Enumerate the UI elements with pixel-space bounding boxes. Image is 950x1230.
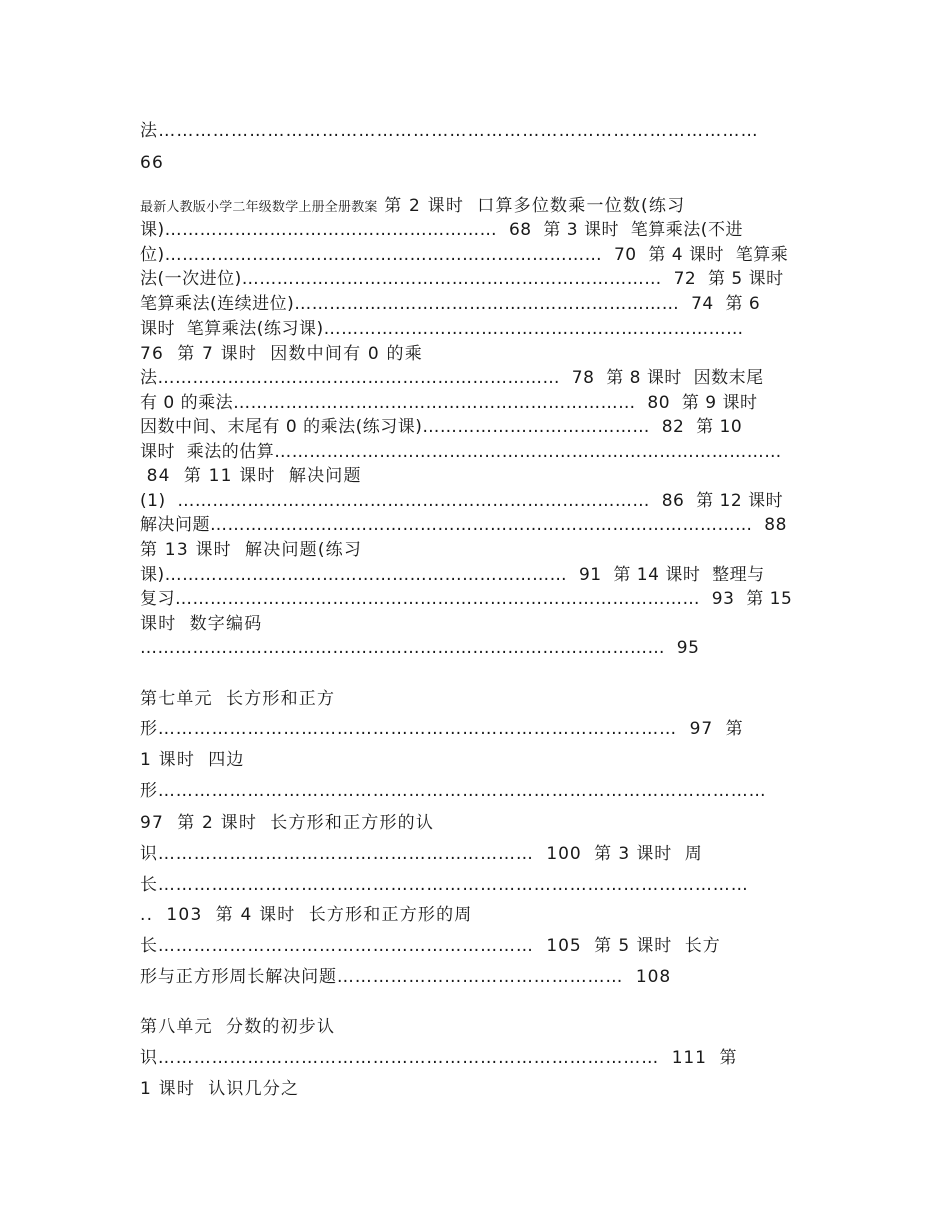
toc-line: 形…………………………………………………………………………… 97 第	[140, 719, 744, 739]
toc-line: 76 第 7 课时 因数中间有 0 的乘	[140, 344, 423, 364]
toc-line: .. 103 第 4 课时 长方形和正方形的周	[140, 905, 473, 925]
toc-line: 有 0 的乘法…………………………………………………………… 80 第 9 课时	[140, 393, 758, 413]
toc-line: 66	[140, 153, 165, 173]
document-header-title: 最新人教版小学二年级数学上册全册教案	[140, 200, 378, 215]
toc-line: 因数中间、末尾有 0 的乘法(练习课)………………………………… 82 第 10	[140, 417, 743, 437]
toc-line: 课时 数字编码	[140, 614, 263, 634]
toc-line: 位)………………………………………………………………… 70 第 4 课时 笔算乘	[140, 245, 789, 265]
toc-line: 课)………………………………………………… 68 第 3 课时 笔算乘法(不进	[140, 220, 743, 240]
toc-line: 1 课时 认识几分之	[140, 1079, 300, 1099]
toc-line-text: 第 2 课时 口算多位数乘一位数(练习	[384, 196, 686, 216]
toc-line: 形…………………………………………………………………………………………	[140, 781, 767, 801]
toc-line: 法…………………………………………………………… 78 第 8 课时 因数末尾	[140, 368, 764, 388]
toc-line: 课)…………………………………………………………… 91 第 14 课时 整理与	[140, 565, 765, 585]
toc-line: 笔算乘法(连续进位)………………………………………………………… 74 第 6	[140, 294, 761, 314]
toc-line: 长………………………………………………………………………………………	[140, 875, 749, 895]
section-heading: 第七单元 长方形和正方	[140, 689, 336, 709]
toc-line: (1) ……………………………………………………………………… 86 第 12 课时	[140, 491, 784, 511]
toc-line: 形与正方形周长解决问题………………………………………… 108	[140, 967, 672, 987]
toc-line: 84 第 11 课时 解决问题	[140, 466, 362, 486]
toc-line: 课时 乘法的估算……………………………………………………………………………	[140, 442, 782, 462]
toc-line: 课时 笔算乘法(练习课)………………………………………………………………	[140, 319, 744, 339]
toc-line: 识……………………………………………………… 100 第 3 课时 周	[140, 844, 703, 864]
toc-line: 法(一次进位)……………………………………………………………… 72 第 5 课时	[140, 269, 784, 289]
toc-line: 第 13 课时 解决问题(练习	[140, 540, 363, 560]
toc-line: 法………………………………………………………………………………………	[140, 121, 759, 141]
toc-line: 1 课时 四边	[140, 750, 245, 770]
toc-line: 长……………………………………………………… 105 第 5 课时 长方	[140, 936, 721, 956]
toc-line: ……………………………………………………………………………… 95	[140, 638, 700, 658]
section-heading: 第八单元 分数的初步认	[140, 1017, 336, 1037]
toc-line	[140, 195, 685, 219]
toc-line: 复习……………………………………………………………………………… 93 第 15	[140, 589, 793, 609]
toc-line: 97 第 2 课时 长方形和正方形的认	[140, 813, 435, 833]
toc-line: 解决问题………………………………………………………………………………… 88	[140, 515, 787, 535]
toc-line: 识………………………………………………………………………… 111 第	[140, 1048, 738, 1068]
